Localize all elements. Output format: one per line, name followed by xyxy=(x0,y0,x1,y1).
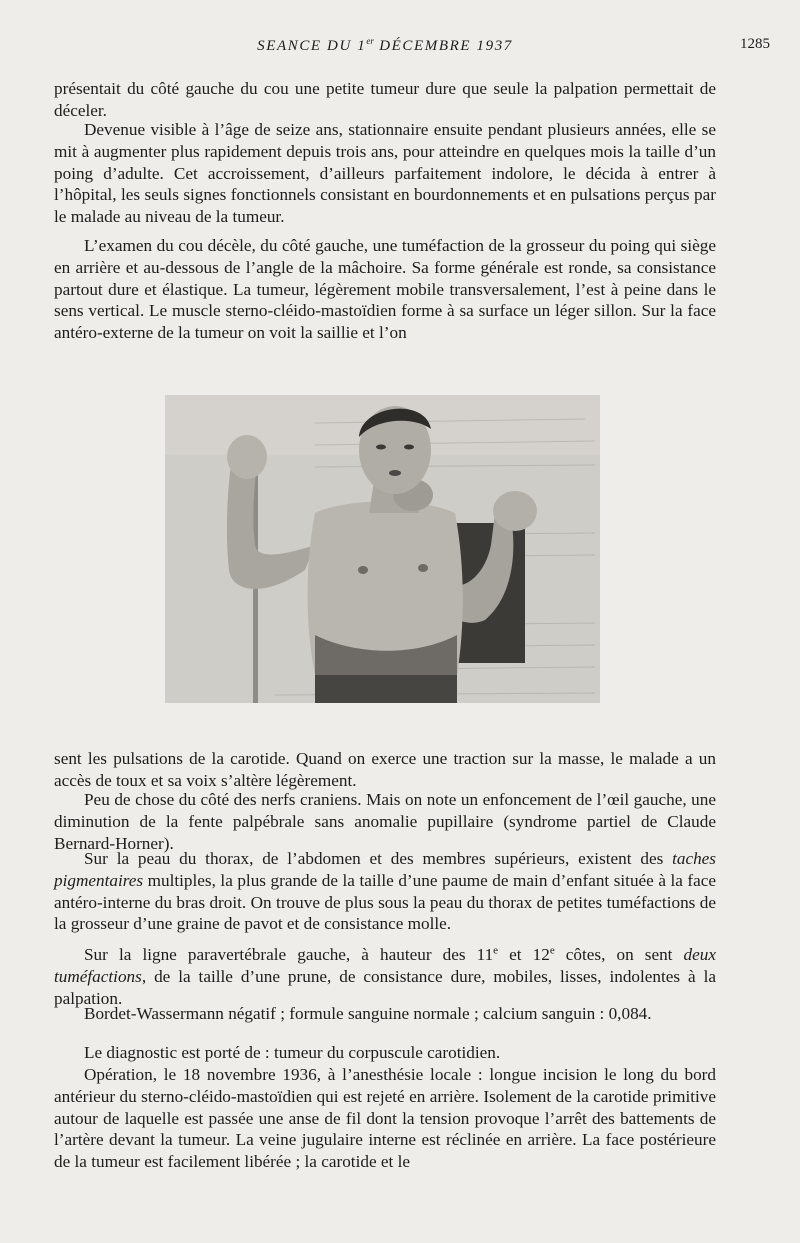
paragraph-carotid-pulsation: sent les pulsations de la carotide. Quand on exerce une traction sur la masse, le malade a un accès de toux et sa voix s’altère légèrement. xyxy=(54,749,716,790)
page-number: 1285 xyxy=(740,36,770,52)
patient-photograph xyxy=(165,395,600,703)
running-header xyxy=(0,36,800,60)
paragraph-operation: Opération, le 18 novembre 1936, à l’anesthésie locale : longue incision le long du bord antérieur du sterno-cléido-mastoïdien qui est rejeté en arrière. Isolement de la carotide primitive autour de laquelle est passée une anse de fil dont la tension provoque l’arrêt des battements de l’artère devant la tumeur. La veine jugulaire interne est réclinée en arrière. La face postérieure de la tumeur est facilement libérée ; la carotide et le xyxy=(54,1065,716,1172)
running-head-title: SEANCE DU 1er DÉCEMBRE 1937 xyxy=(257,36,513,54)
paragraph-neck-exam: L’examen du cou décèle, du côté gauche, une tuméfaction de la grosseur du poing qui siège en arrière et au-dessous de l’angle de la mâchoire. Sa forme générale est ronde, sa consistance partout dure et élastique. La tumeur, légèrement mobile transversalement, l’est à peine dans le sens vertical. Le muscle sterno-cléido-mastoïdien forme à sa surface un léger sillon. Sur la face antéro-externe de la tumeur on voit la saillie et l’on xyxy=(54,236,716,343)
paragraph-paravertebral: Sur la ligne paravertébrale gauche, à hauteur des 11e et 12e côtes, on sent deux tuméfactions, de la taille d’une prune, de consistance dure, mobiles, lisses, indolentes à la palpation. xyxy=(54,944,716,1008)
patient-photograph-drawing xyxy=(165,395,600,703)
paragraph-continuation: présentait du côté gauche du cou une petite tumeur dure que seule la palpation permettait de déceler. xyxy=(54,79,716,120)
paragraph-diagnosis: Le diagnostic est porté de : tumeur du corpuscule carotidien. xyxy=(84,1043,501,1062)
paragraph-skin-findings: Sur la peau du thorax, de l’abdomen et des membres supérieurs, existent des taches pigmentaires multiples, la plus grande de la taille d’une paume de main d’enfant située à la face antéro-interne du bras droit. On trouve de plus sous la peau du thorax de petites tuméfactions de la grosseur d’une graine de pavot et de consistance molle. xyxy=(54,849,716,934)
paragraph-cranial-nerves: Peu de chose du côté des nerfs craniens. Mais on note un enfoncement de l’œil gauche, une diminution de la fente palpébrale sans anomalie pupillaire (syndrome partiel de Claude Bernard-Horner). xyxy=(54,790,716,853)
paragraph-tumor-history: Devenue visible à l’âge de seize ans, stationnaire ensuite pendant plusieurs années, elle se mit à augmenter plus rapidement depuis trois ans, pour atteindre en quelques mois la taille d’un poing d’adulte. Cet accroissement, d’ailleurs parfaitement indolore, le décida à entrer à l’hôpital, les seuls signes fonctionnels consistant en bourdonnements et en pulsations perçus par le malade au niveau de la tumeur. xyxy=(54,120,716,227)
paragraph-lab-results: Bordet-Wassermann négatif ; formule sanguine normale ; calcium sanguin : 0,084. xyxy=(84,1004,652,1023)
